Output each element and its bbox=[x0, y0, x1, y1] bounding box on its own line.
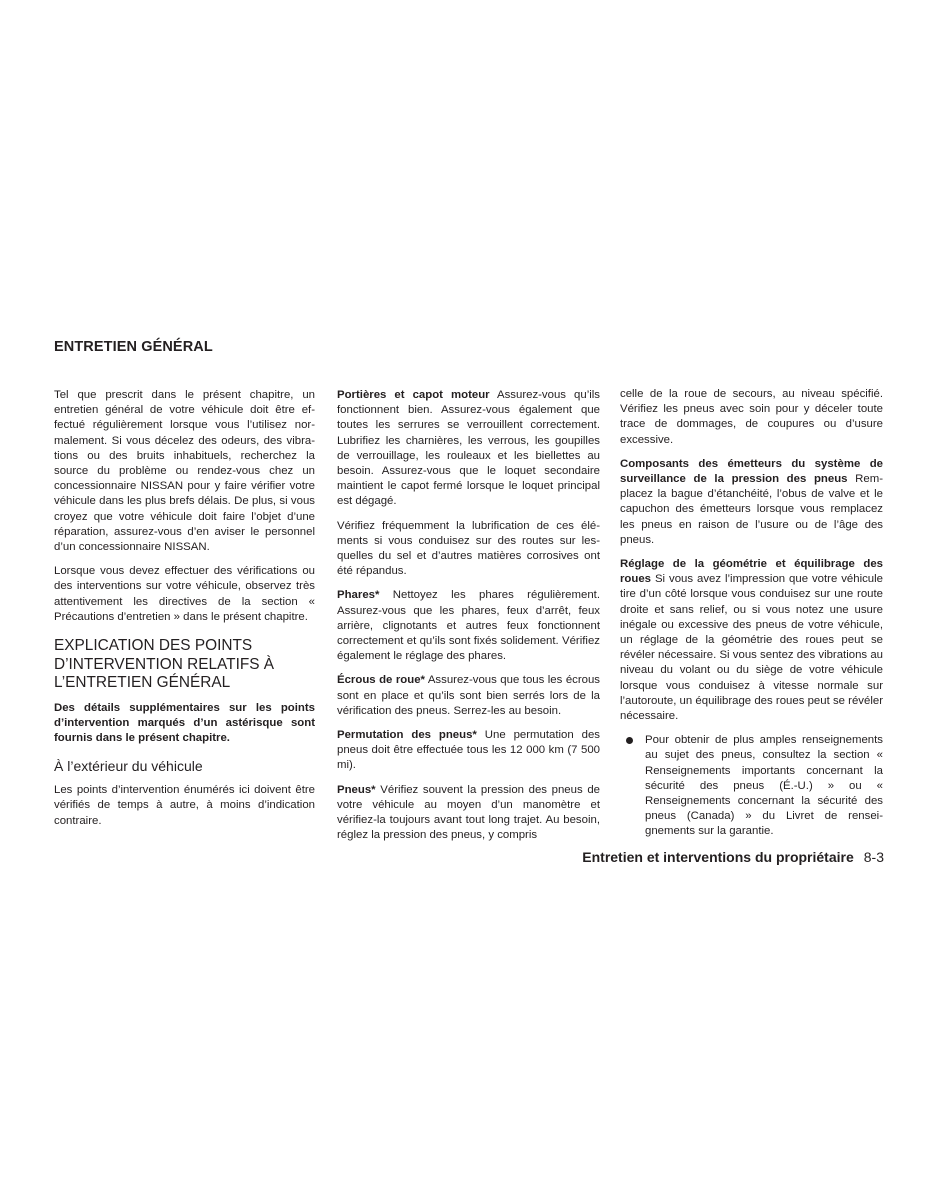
doors-text: Assurez-vous qu’ils fonctionnent bien. Assurez-vous également que toutes les serrures se verrouillent correctement. Lubrifiez les charnières, les verrous, les goupilles de verrouillage, les rouleaux et les biellettes au besoin. Assurez-vous que le loquet secondaire maintient le capot fermé lorsque le loquet principal est dégagé. bbox=[337, 389, 600, 508]
page-number: 8-3 bbox=[863, 849, 884, 865]
bullet-text: Pour obtenir de plus amples renseignements au sujet des pneus, consultez la section « Renseignements importants concernant la sécurité des pneus (É.-U.) » ou « Renseignements concernant la sécurité des pneus (Canada) » du Livret de renseignements sur la garantie. bbox=[645, 734, 883, 838]
tire-rotation-paragraph bbox=[337, 728, 600, 774]
subsection-heading: EXPLICATION DES POINTS D’INTERVENTION RELATIFS À L’ENTRETIEN GÉNÉRAL bbox=[54, 637, 275, 692]
bullet-icon bbox=[626, 737, 633, 744]
section-title: ENTRETIEN GÉNÉRAL bbox=[54, 339, 213, 355]
alignment-lead: Réglage de la géométrie et équilibrage des roues bbox=[620, 558, 883, 586]
list-item bbox=[620, 733, 883, 839]
doors-paragraph bbox=[337, 388, 600, 510]
lights-lead: Phares* bbox=[337, 589, 380, 602]
tpms-text: Remplacez la bague d’étanchéité, l’obus de valve et le capuchon des émetteurs lorsque vous remplacez les pneus en raison de l’usure ou de l’âge des pneus. bbox=[620, 473, 883, 546]
exterior-paragraph: Les points d’intervention énumérés ici doivent être vérifiés de temps à autre, à moins d’indication contraire. bbox=[54, 784, 315, 827]
wheel-nuts-paragraph bbox=[337, 673, 600, 719]
wheel-nuts-text: Assurez-vous que tous les écrous sont en place et qu’ils sont bien serrés lors de la vérification des pneus. Serrez-les au besoin. bbox=[337, 674, 601, 717]
wheel-nuts-lead: Écrous de roue* bbox=[337, 674, 425, 687]
tpms-lead: Composants des émetteurs du système de surveillance de la pression des pneus bbox=[620, 457, 883, 486]
column-3 bbox=[620, 387, 883, 840]
doors-lead: Portières et capot moteur bbox=[337, 389, 490, 401]
page-footer bbox=[500, 849, 884, 865]
tires-text: Vérifiez souvent la pression des pneus de votre véhicule au moyen d’un manomètre et vérifiez-la toujours avant tout long trajet. Au besoin, réglez la pression des pneus, y compris bbox=[337, 783, 600, 842]
exterior-heading: À l’extérieur du véhicule bbox=[54, 758, 203, 775]
tires-continued-paragraph: celle de la roue de secours, au niveau spécifié. Vérifiez les pneus avec soin pour y déceler toute trace de dommages, de coupures ou d’usure excessive. bbox=[620, 388, 883, 446]
tire-rotation-text: Une permutation des pneus doit être effectuée tous les 12 000 km (7 500 mi). bbox=[337, 729, 600, 772]
tpms-paragraph bbox=[620, 457, 883, 548]
lights-paragraph bbox=[337, 588, 600, 664]
precautions-paragraph: Lorsque vous devez effectuer des vérifications ou des interventions sur votre véhicule, observez très attentivement les directives de la section « Précautions d’entretien » dans le présent chapitre. bbox=[54, 565, 315, 623]
column-1 bbox=[54, 388, 315, 838]
lubrication-paragraph: Vérifiez fréquemment la lubrification de ces éléments si vous conduisez sur des routes sur lesquelles du sel et d’autres matières corrosives ont été répandus. bbox=[337, 519, 600, 578]
tires-paragraph bbox=[337, 783, 600, 844]
column-2 bbox=[337, 388, 600, 852]
alignment-paragraph bbox=[620, 557, 883, 724]
lights-text: Nettoyez les phares régulièrement. Assurez-vous que les phares, feux d’arrêt, feux arrière, clignotants et autres feux fonctionnent correctement et qu’ils sont fixés solidement. Vérifiez également le réglage des phares. bbox=[337, 589, 600, 663]
footer-section-title: Entretien et interventions du propriétaire bbox=[582, 849, 854, 865]
tire-rotation-lead: Permutation des pneus* bbox=[337, 729, 477, 742]
intro-paragraph: Tel que prescrit dans le présent chapitre, un entretien général de votre véhicule doit être effectué régulièrement lorsque vous l’utilisez normalement. Si vous décelez des odeurs, des vibrations ou des bruits inhabituels, recherchez la source du problème ou rendez-vous chez un concessionnaire NISSAN pour y faire vérifier votre véhicule dans les plus brefs délais. De plus, si vous croyez que votre véhicule doit faire l’objet d’une réparation, assurez-vous d’en aviser le personnel d’un concessionnaire NISSAN. bbox=[54, 389, 315, 554]
alignment-text: Si vous avez l’impression que votre véhicule tire d’un côté lorsque vous conduisez sur une route droite et sans relief, ou si vous notez une usure inégale ou excessive des pneus de votre véhicule, un réglage de la géométrie des roues peut se révéler nécessaire. Si vous sentez des vibrations au niveau du volant ou du siège de votre véhicule lorsque vous conduisez à vitesse normale sur l’autoroute, un équilibrage des roues peut se révéler nécessaire. bbox=[620, 573, 883, 723]
tires-lead: Pneus* bbox=[337, 783, 376, 796]
asterisk-note: Des détails supplémentaires sur les points d’intervention marqués d’un astérisque sont fournis dans le présent chapitre. bbox=[54, 701, 315, 744]
